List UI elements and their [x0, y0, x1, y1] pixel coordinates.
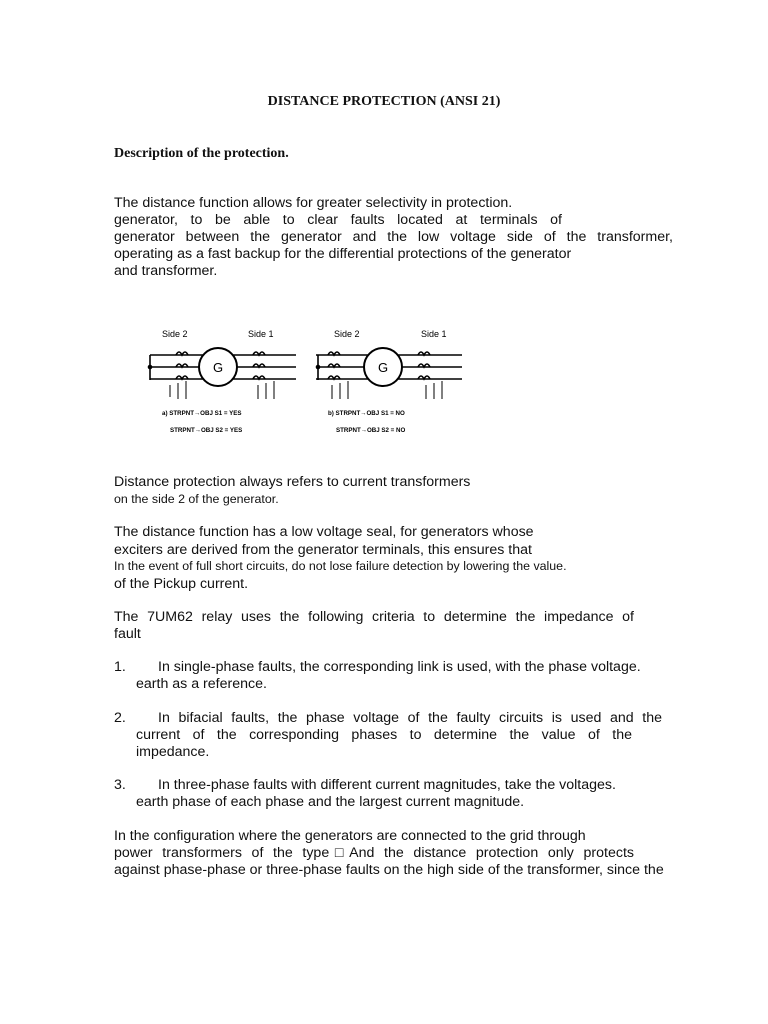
side1-label-a: Side 1 — [248, 329, 274, 339]
para5-line: power transformers of the type□And the distance protection only protects — [114, 845, 634, 861]
page-title: DISTANCE PROTECTION (ANSI 21) — [267, 94, 501, 109]
para1-line: generator, to be able to clear faults located at terminals of — [114, 212, 562, 228]
list-item-line: current of the corresponding phases to determine the value of the — [136, 727, 632, 743]
caption-b2: STRPNT→OBJ S2 = NO — [336, 427, 406, 434]
list-item-line: earth phase of each phase and the largest current magnitude. — [136, 794, 525, 810]
list-item-line: In single-phase faults, the corresponding link is used, with the phase voltage. — [158, 659, 641, 675]
list-item-line: earth as a reference. — [136, 676, 267, 692]
para1-line: and transformer. — [114, 263, 218, 279]
para3-line: of the Pickup current. — [114, 576, 249, 592]
para2-line: Distance protection always refers to current transformers — [114, 474, 471, 490]
side2-label-a: Side 2 — [162, 329, 188, 339]
list-item-line: impedance. — [136, 744, 210, 760]
list-number: 1. — [114, 659, 126, 675]
caption-a2: STRPNT→OBJ S2 = YES — [170, 427, 243, 434]
para3-line: exciters are derived from the generator terminals, this ensures that — [114, 542, 532, 558]
generator-ct-diagram — [146, 325, 466, 440]
para1-line: generator between the generator and the low voltage side of the transformer, — [114, 229, 673, 245]
para4-line: The 7UM62 relay uses the following criteria to determine the impedance of — [114, 609, 634, 625]
list-number: 3. — [114, 777, 126, 793]
side1-label-b: Side 1 — [421, 329, 447, 339]
side2-label-b: Side 2 — [334, 329, 360, 339]
generator-label-a: G — [213, 360, 224, 375]
para2-line: on the side 2 of the generator. — [114, 492, 279, 506]
para3-line: The distance function has a low voltage seal, for generators whose — [114, 524, 534, 540]
para1-line: The distance function allows for greater selectivity in protection. — [114, 195, 513, 211]
list-number: 2. — [114, 710, 126, 726]
para4-line: fault — [114, 626, 141, 642]
list-item-line: In three-phase faults with different current magnitudes, take the voltages. — [158, 777, 616, 793]
caption-b1: b) STRPNT→OBJ S1 = NO — [328, 410, 405, 417]
caption-a1: a) STRPNT→OBJ S1 = YES — [162, 410, 242, 417]
para5-line: against phase-phase or three-phase faults on the high side of the transformer, since the — [114, 862, 664, 878]
section-heading: Description of the protection. — [114, 146, 289, 161]
para1-line: operating as a fast backup for the differential protections of the generator — [114, 246, 572, 262]
list-item-line: In bifacial faults, the phase voltage of the faulty circuits is used and the — [158, 710, 662, 726]
generator-label-b: G — [378, 360, 389, 375]
para5-line: In the configuration where the generators are connected to the grid through — [114, 828, 586, 844]
para3-line: In the event of full short circuits, do not lose failure detection by lowering the value. — [114, 559, 567, 573]
